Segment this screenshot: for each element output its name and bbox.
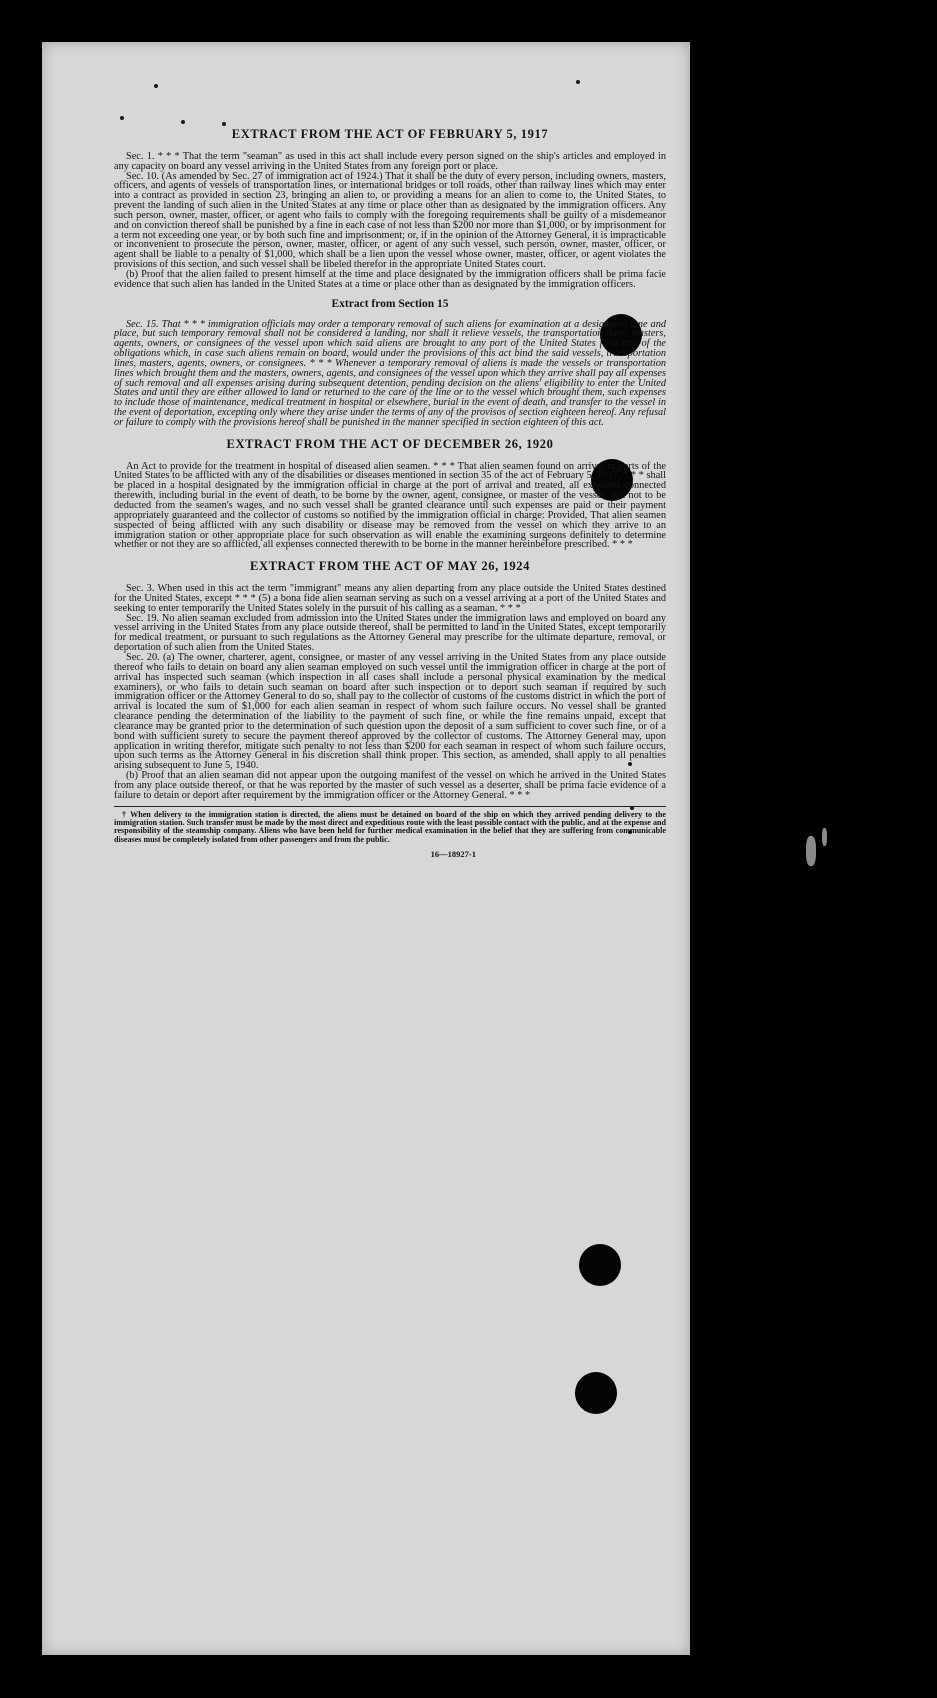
section-20b: (b) Proof that an alien seaman did not appear upon the outgoing manifest of the vessel on which he arrived in the United States from any place outside thereof, or that he was reported by the master of such vessel as a deserter, shall be prima facie evidence of a failure to detain or deport after requirement by the immigration officer or the Attorney General. * * * [114,770,666,801]
heading-act-1920: EXTRACT FROM THE ACT OF DECEMBER 26, 1920 [226,436,554,451]
scan-speck [120,116,124,120]
punch-hole [575,1372,617,1414]
footnote-divider [114,806,666,807]
scan-speck [576,80,580,84]
section-3: Sec. 3. When used in this act the term "immigrant" means any alien departing from any place outside the United States destined for the United States, except * * * (5) a bona fide alien seaman serving as such on a vessel arriving at a port of the United States and seeking to enter temporarily the United States solely in the pursuit of his calling as a seaman. * * * [114,583,666,614]
document-body [114,127,666,860]
punch-hole [579,1244,621,1286]
heading-act-1924: EXTRACT FROM THE ACT OF MAY 26, 1924 [250,559,530,574]
document-page [42,42,690,1655]
heading-act-1917: EXTRACT FROM THE ACT OF FEBRUARY 5, 1917 [231,127,549,141]
section-15: Sec. 15. That * * * immigration officials may order a temporary removal of such aliens for examination at a designated time and place, but such temporary removal shall not be considered a landing, nor shall it relieve vessels, the transportation lines, masters, agents, owners, or consignees of the vessel upon which said aliens are brought to any port of the United States from any of the obligations which, in case such aliens remain on board, would under the provisions of this act bind the said vessels, transportation lines, masters, agents, owners, or consignees. * * * Whenever a temporary removal of aliens is made the vessels or transportation lines which brought them and the masters, owners, agents, and consignees of the vessel upon which they arrive shall pay all expenses of such removal and all expenses arising during subsequent detention, pending decision on the aliens' eligibility to enter the United States and until they are either allowed to land or returned to the care of the line or to the vessel which brought them, such expenses to include those of maintenance, medical treatment in hospital or elsewhere, burial in the event of death, and transfer to the vessel in the event of deportation, excepting only where they arise under the terms of any of the provisos of section eighteen hereof. Any refusal or failure to comply with the provisions hereof shall be punished in the manner specified in section eighteen of this act. [114,318,666,428]
section-1: Sec. 1. * * * That the term "seaman" as used in this act shall include every person signed on the ship's articles and employed in any capacity on board any vessel arriving in the United States from any foreign port or place. [114,150,666,172]
section-10: Sec. 10. (As amended by Sec. 27 of immigration act of 1924.) That it shall be the duty of every person, including owners, masters, officers, and agents of vessels of transportation lines, or international bridges or toll roads, other than railway lines which may enter into a contract as provided in section 23, bringing an alien to, or providing a means for an alien to come to, the United States, to prevent the landing of such alien in the United States at any time or place other than as designated by the immigration officers. Any such person, owner, master, officer, or agent who fails to comply with the foregoing requirements shall be guilty of a misdemeanor and on conviction thereof shall be punished by a fine in each case of not less than $200 nor more than $1,000, or by imprisonment for a term not exceeding one year, or by both such fine and imprisonment; or, if in the opinion of the Attorney General, it is impracticable or inconvenient to prosecute the person, owner, master, officer, or agent of any such vessel, such person, owner, master, officer, or agent shall be liable to a penalty of $1,000, which shall be a lien upon the vessel whose owner, master, officer, or agent violates the provisions of this section, and such vessel shall be libeled therefor in the appropriate United States court. [114,170,666,271]
section-20a: Sec. 20. (a) The owner, charterer, agent, consignee, or master of any vessel arriving in the United States from any place outside thereof who fails to detain on board any alien seaman employed on such vessel until the immigration officer in charge at the port of arrival has inspected such seaman (which inspection in all cases shall include a personal physical examination by the medical examiners), or who fails to detain such seaman on board after such inspection or to deport such seaman if required by such immigration officer or the Attorney General to do so, shall pay to the collector of customs of the customs district in which the port of arrival is located the sum of $1,000 for each alien seaman in respect of whom such failure occurs. No vessel shall be granted clearance pending the determination of the liability to the payment of such fine, or while the fine remains unpaid, except that clearance may be granted prior to the determination of such question upon the deposit of a sum sufficient to cover such fine, or of a bond with sufficient surety to secure the payment thereof approved by the collector of customs. The Attorney General may, upon application in writing therefor, mitigate such penalty to not less than $200 for each seaman in respect of whom such failure occurs, upon such terms as the Attorney General in his discretion shall think proper. This section, as amended, shall apply to all penalties arising subsequent to June 5, 1940. [114,651,666,772]
section-10b: (b) Proof that the alien failed to present himself at the time and place designated by the immigration officers shall be prima facie evidence that such alien has landed in the United States at a time or place other than as designated by the immigration officers. [114,268,666,290]
scan-speck [181,120,185,124]
footnote: † When delivery to the immigration station is directed, the aliens must be detained on board of the ship on which they arrived pending delivery to the immigration station. Such transfer must be made by the most direct and expeditious route with the least possible contact with the public, and at the expense and responsibility of the steamship company. Aliens who have been held for further medical examination in the belief that they are suffering from communicable diseases must be completely isolated from other passengers and from the public. [114,809,666,844]
scan-speck [154,84,158,88]
scan-speck [222,122,226,126]
scan-artifact [822,828,827,846]
section-19: Sec. 19. No alien seaman excluded from admission into the United States under the immigration laws and employed on board any vessel arriving in the United States from any place outside thereof, shall be permitted to land in the United States, except temporarily for medical treatment, or pursuant to such regulations as the Attorney General may prescribe for the ultimate departure, removal, or deportation of such alien from the United States. [114,612,666,654]
form-number: 16—18927-1 [430,848,476,859]
subheading-section-15: Extract from Section 15 [331,297,449,310]
scan-artifact [806,836,816,866]
act-1920-text: An Act to provide for the treatment in hospital of diseased alien seamen. * * * That alien seamen found on arrival in ports of the United States to be afflicted with any of the disabilities or diseases mentioned in section 35 of the act of February 5, 1917, * * * shall be placed in a hospital designated by the immigration official in charge at the port of arrival and treated, all expenses connected therewith, including burial in the event of death, to be borne by the owner, agent, consignee, or master of the vessel, and not to be deducted from the seamen's wages, and no such vessel shall be granted clearance until such expenses are paid or their payment appropriately guaranteed and the collector of customs so notified by the immigration official in charge: Provided, That alien seamen suspected of being afflicted with any such disability or disease may be removed from the vessel on which they arrive to an immigration station or other appropriate place for such observation as will enable the examining surgeons definitely to determine whether or not they are so afflicted, all expenses connected therewith to be borne in the manner hereinbefore prescribed. * * * [114,460,666,551]
